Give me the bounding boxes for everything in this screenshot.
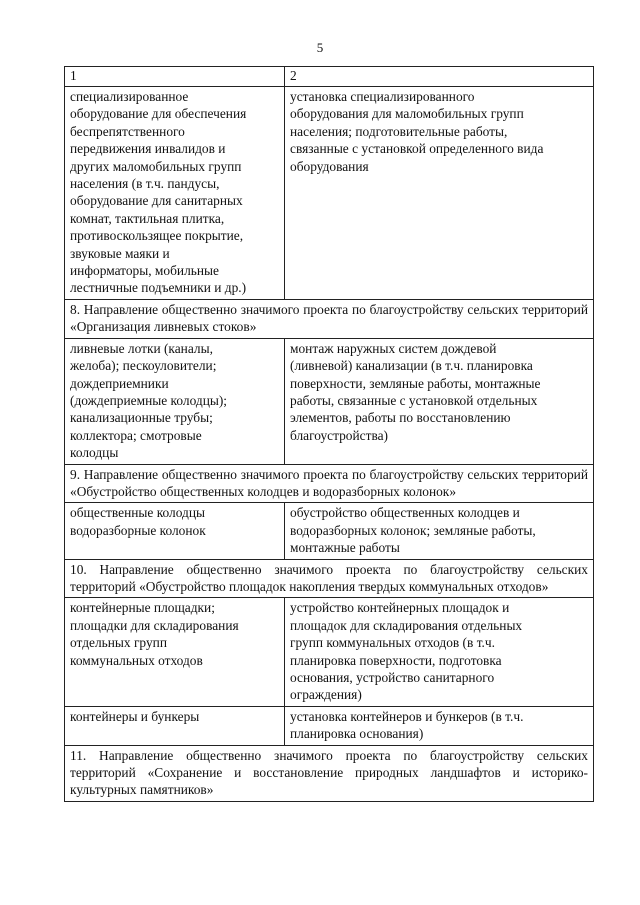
section-row	[65, 745, 594, 801]
works-cell: монтаж наружных систем дождевой (ливневой) канализации (в т.ч. планировка поверхности, земляные работы, монтажные работы, связанные с установкой отдельных элементов, работы по восстановлению благоустройства)	[285, 338, 594, 464]
section-row	[65, 464, 594, 503]
works-cell: установка контейнеров и бункеров (в т.ч. планировка основания)	[285, 706, 594, 745]
requirements-table	[64, 66, 594, 802]
table-row	[65, 338, 594, 464]
column-number-2: 2	[285, 67, 594, 87]
section-row	[65, 299, 594, 338]
column-number-row	[65, 67, 594, 87]
table-row	[65, 503, 594, 559]
page-number: 5	[316, 40, 324, 55]
equipment-cell: общественные колодцы водоразборные колонок	[65, 503, 285, 559]
section-heading-9: 9. Направление общественно значимого проекта по благоустройству сельских территорий «Обустройство общественных колодцев и водоразборных колонок»	[65, 464, 594, 503]
table-row	[65, 87, 594, 300]
equipment-cell: контейнерные площадки; площадки для складирования отдельных групп коммунальных отходов	[65, 598, 285, 706]
table-row	[65, 706, 594, 745]
works-cell: обустройство общественных колодцев и водоразборных колонок; земляные работы, монтажные работы	[285, 503, 594, 559]
section-row	[65, 559, 594, 598]
equipment-cell: специализированное оборудование для обеспечения беспрепятственного передвижения инвалидов и других маломобильных групп населения (в т.ч. пандусы, оборудование для санитарных комнат, тактильная плитка, противоскользящее покрытие, звуковые маяки и информаторы, мобильные лестничные подъемники и др.)	[65, 87, 285, 300]
table-row	[65, 598, 594, 706]
section-heading-11: 11. Направление общественно значимого проекта по благоустройству сельских территорий «Сохранение и восстановление природных ландшафтов и историко-культурных памятников»	[65, 745, 594, 801]
section-heading-10: 10. Направление общественно значимого проекта по благоустройству сельских территорий «Обустройство площадок накопления твердых коммунальных отходов»	[65, 559, 594, 598]
works-cell: установка специализированного оборудования для маломобильных групп населения; подготовительные работы, связанные с установкой определенного вида оборудования	[285, 87, 594, 300]
equipment-cell: контейнеры и бункеры	[65, 706, 285, 745]
column-number-1: 1	[65, 67, 285, 87]
works-cell: устройство контейнерных площадок и площадок для складирования отдельных групп коммунальных отходов (в т.ч. планировка поверхности, подготовка основания, устройство санитарного ограждения)	[285, 598, 594, 706]
equipment-cell: ливневые лотки (каналы, желоба); пескоуловители; дождеприемники (дождеприемные колодцы); канализационные трубы; коллектора; смотровые колодцы	[65, 338, 285, 464]
section-heading-8: 8. Направление общественно значимого проекта по благоустройству сельских территорий «Организация ливневых стоков»	[65, 299, 594, 338]
